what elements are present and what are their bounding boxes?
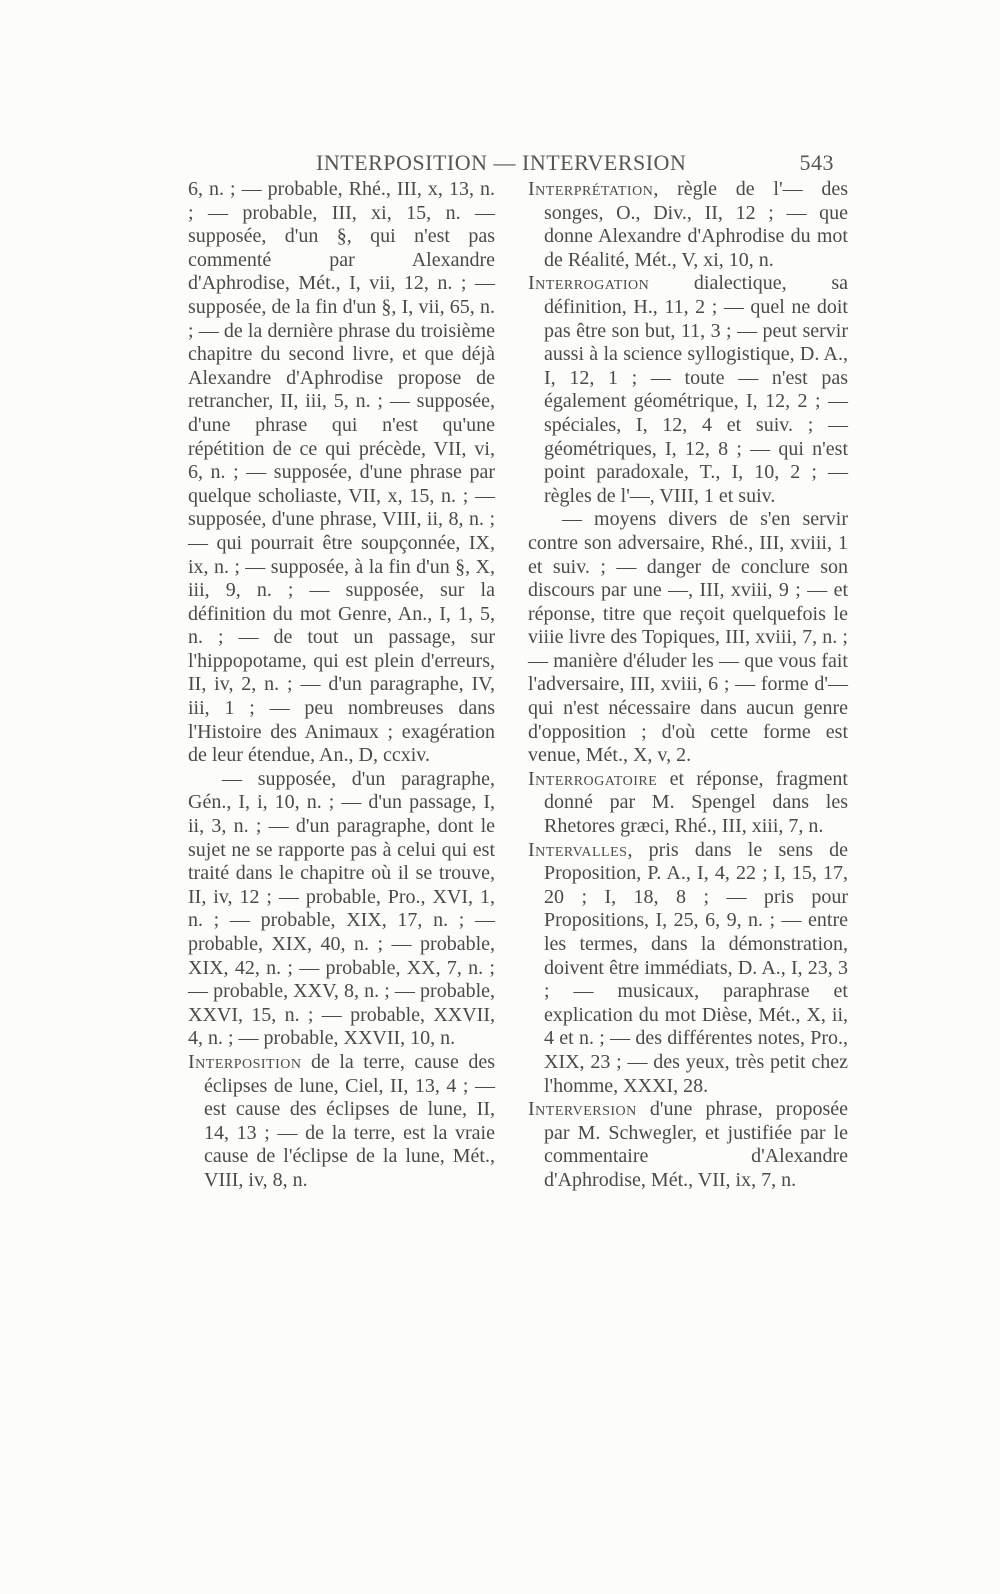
index-entry-interversion bbox=[528, 1098, 848, 1192]
index-entry-intervalles bbox=[528, 839, 848, 1099]
right-column bbox=[528, 178, 848, 1193]
entry-headword: Interrogatoire bbox=[528, 767, 658, 790]
entry-headword: Interrogation bbox=[528, 272, 650, 295]
index-entry-interrogation bbox=[528, 272, 848, 508]
running-title: INTERPOSITION — INTERVERSION bbox=[316, 150, 687, 175]
entry-headword: Interprétation bbox=[528, 178, 654, 200]
index-entry-interposition bbox=[188, 1051, 495, 1193]
entry-text: , pris dans le sens de Proposition, P. A., I, 4, 22 ; I, 15, 17, 20 ; I, 18, 8 ; — pris pour Propositions, I, 25, 6, 9, n. ; — entre les termes, dans la démonstration, doivent être immédiats, D. A., I, 23, 3 ; — musicaux, paraphrase et explication du mot Dièse, Mét., X, ii, 4 et n. ; — des différentes notes, Pro., XIX, 23 ; — des yeux, très petit chez l'homme, XXXI, 28. bbox=[544, 838, 848, 1097]
entry-text: , règle de l'— des songes, O., Div., II, 12 ; — que donne Alexandre d'Aphrodise du mot de Réalité, Mét., V, xi, 10, n. bbox=[544, 178, 848, 271]
entry-continuation: — moyens divers de s'en servir contre son adversaire, Rhé., III, xviii, 1 et suiv. ; — danger de conclure son discours par une —, III, xviii, 9 ; — et réponse, titre que reçoit quelquefois le viiie livre des Topiques, III, xviii, 7, n. ; — manière d'éluder les — que vous fait l'adversaire, III, xviii, 6 ; — forme d'— qui n'est nécessaire dans aucun genre d'opposition ; d'où cette forme est venue, Mét., X, v, 2. bbox=[528, 508, 848, 767]
entry-headword: Intervalles bbox=[528, 838, 628, 861]
entry-text: et réponse, fragment donné par M. Spengel dans les Rhetores græci, Rhé., III, xiii, 7, n. bbox=[544, 767, 848, 838]
index-entry-interrogatoire bbox=[528, 768, 848, 839]
entry-headword: Interversion bbox=[528, 1098, 637, 1121]
entry-text: dialectique, sa définition, H., 11, 2 ; — quel ne doit pas être son but, 11, 3 ; — peut servir aussi à la science syllogistique, D. A., I, 12, 1 ; — toute — n'est pas également géométrique, I, 12, 2 ; — spéciales, I, 12, 4 et suiv. ; — géométriques, I, 12, 8 ; — qui n'est point paradoxale, T., I, 10, 2 ; — règles de l'—, VIII, 1 et suiv. bbox=[544, 272, 848, 507]
page-number: 543 bbox=[799, 150, 834, 175]
left-column bbox=[188, 178, 495, 1193]
entry-continuation: 6, n. ; — probable, Rhé., III, x, 13, n. ; — probable, III, xi, 15, n. — supposée, d'un §, qui n'est pas commenté par Alexandre d'Aphrodise, Mét., I, vii, 12, n. ; — supposée, de la fin d'un §, I, vii, 65, n. ; — de la dernière phrase du troisième chapitre du second livre, et que déjà Alexandre d'Aphrodise propose de retrancher, II, iii, 5, n. ; — supposée, d'une phrase qui n'est qu'une répétition de ce qui précède, VII, vi, 6, n. ; — supposée, d'une phrase par quelque scholiaste, VII, x, 15, n. ; — supposée, d'une phrase, VIII, ii, 8, n. ; — qui pourrait être soupçonnée, IX, ix, n. ; — supposée, à la fin d'un §, X, iii, 9, n. ; — supposée, sur la définition du mot Genre, An., I, 1, 5, n. ; — de tout un passage, sur l'hippopotame, qui est plein d'erreurs, II, iv, 2, n. ; — d'un paragraphe, IV, iii, 1 ; — peu nombreuses dans l'Histoire des Animaux ; exagération de leur étendue, An., D, ccxiv. bbox=[188, 178, 495, 767]
entry-text: de la terre, cause des éclipses de lune, Ciel, II, 13, 4 ; — est cause des éclipses de lune, II, 14, 13 ; — de la terre, est la vraie cause de l'éclipse de la lune, Mét., VIII, iv, 8, n. bbox=[204, 1050, 495, 1191]
entry-headword: Interposition bbox=[188, 1050, 302, 1073]
running-head bbox=[186, 150, 834, 176]
entry-continuation: — supposée, d'un paragraphe, Gén., I, i, 10, n. ; — d'un passage, I, ii, 3, n. ; — d'un paragraphe, dont le sujet ne se rapporte pas à celui qui est traité dans le chapitre où il se trouve, II, iv, 12 ; — probable, Pro., XVI, 1, n. ; — probable, XIX, 17, n. ; — probable, XIX, 40, n. ; — probable, XIX, 42, n. ; — probable, XX, 7, n. ; — probable, XXV, 8, n. ; — probable, XXVI, 15, n. ; — probable, XXVII, 4, n. ; — probable, XXVII, 10, n. bbox=[188, 767, 495, 1050]
index-entry-interpretation bbox=[528, 178, 848, 272]
entry-text: d'une phrase, proposée par M. Schwegler, et justifiée par le commentaire d'Alexandre d'Aphrodise, Mét., VII, ix, 7, n. bbox=[544, 1098, 848, 1191]
